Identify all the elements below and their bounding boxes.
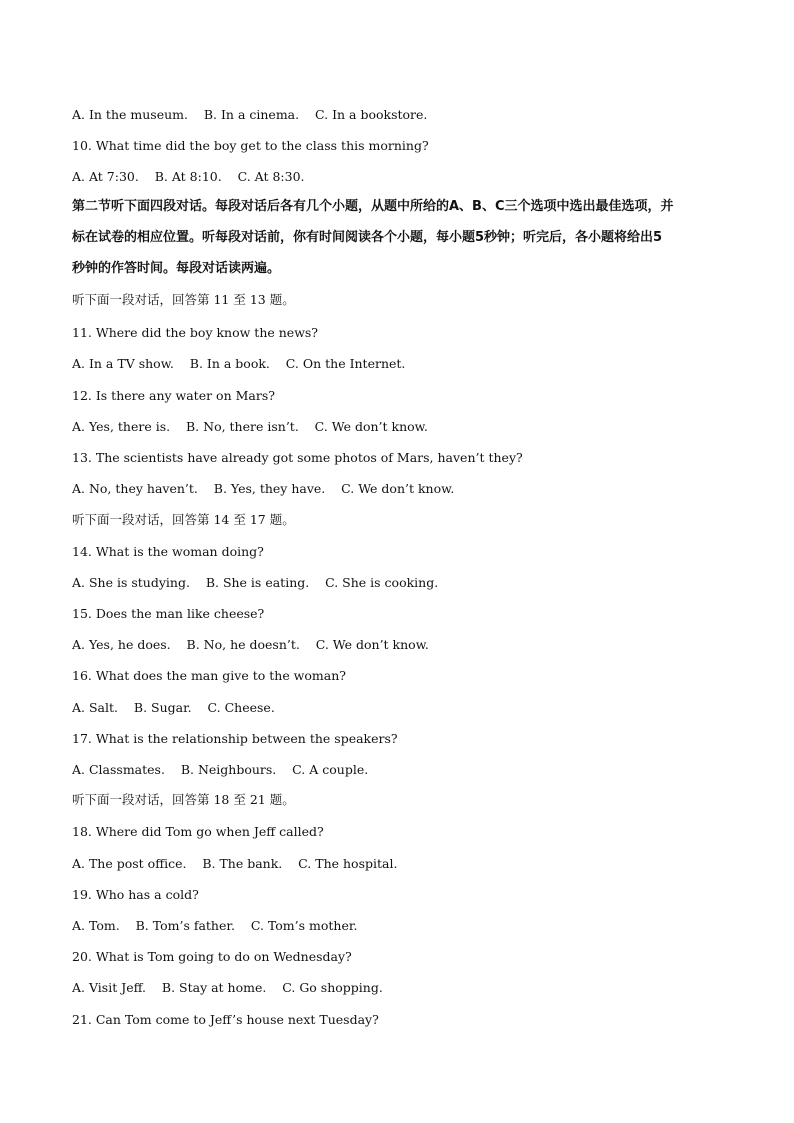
q10-question: 10. What time did the boy get to the class this morning? — [72, 138, 429, 153]
q19-options: A. Tom. B. Tom’s father. C. Tom’s mother. — [72, 918, 358, 933]
q16-question: 16. What does the man give to the woman? — [72, 668, 346, 683]
q11-question: 11. Where did the boy know the news? — [72, 325, 319, 340]
q15-options: A. Yes, he does. B. No, he doesn’t. C. We don’t know. — [72, 637, 429, 652]
dialogue-intro-11-13: 听下面一段对话，回答第 11 至 13 题。 — [72, 292, 295, 307]
q9-options: A. In the museum. B. In a cinema. C. In a bookstore. — [72, 107, 428, 122]
q17-options: A. Classmates. B. Neighbours. C. A couple. — [72, 762, 369, 777]
q14-question: 14. What is the woman doing? — [72, 544, 264, 559]
q20-question: 20. What is Tom going to do on Wednesday? — [72, 949, 352, 964]
q15-question: 15. Does the man like cheese? — [72, 606, 265, 621]
q13-options: A. No, they haven’t. B. Yes, they have. C. We don’t know. — [72, 481, 455, 496]
q18-options: A. The post office. B. The bank. C. The hospital. — [72, 856, 398, 871]
q16-options: A. Salt. B. Sugar. C. Cheese. — [72, 700, 275, 715]
section-instructions-line-2: 标在试卷的相应位置。听每段对话前，你有时间阅读各个小题，每小题5秒钟；听完后，各小题将给出5 — [72, 230, 663, 245]
q12-options: A. Yes, there is. B. No, there isn’t. C. We don’t know. — [72, 419, 428, 434]
q21-question: 21. Can Tom come to Jeff’s house next Tuesday? — [72, 1012, 379, 1027]
section-instructions-line-1: 第二节听下面四段对话。每段对话后各有几个小题，从题中所给的A、B、C三个选项中选出最佳选项，并 — [72, 199, 674, 214]
q20-options: A. Visit Jeff. B. Stay at home. C. Go shopping. — [72, 980, 383, 995]
dialogue-intro-18-21: 听下面一段对话，回答第 18 至 21 题。 — [72, 792, 295, 807]
q17-question: 17. What is the relationship between the speakers? — [72, 731, 398, 746]
q10-options: A. At 7:30. B. At 8:10. C. At 8:30. — [72, 169, 305, 184]
q12-question: 12. Is there any water on Mars? — [72, 388, 275, 403]
q14-options: A. She is studying. B. She is eating. C. She is cooking. — [72, 575, 439, 590]
dialogue-intro-14-17: 听下面一段对话，回答第 14 至 17 题。 — [72, 512, 295, 527]
q11-options: A. In a TV show. B. In a book. C. On the Internet. — [72, 356, 406, 371]
q18-question: 18. Where did Tom go when Jeff called? — [72, 824, 324, 839]
q13-question: 13. The scientists have already got some photos of Mars, haven’t they? — [72, 450, 523, 465]
q19-question: 19. Who has a cold? — [72, 887, 199, 902]
section-instructions-line-3: 秒钟的作答时间。每段对话读两遍。 — [72, 261, 281, 276]
